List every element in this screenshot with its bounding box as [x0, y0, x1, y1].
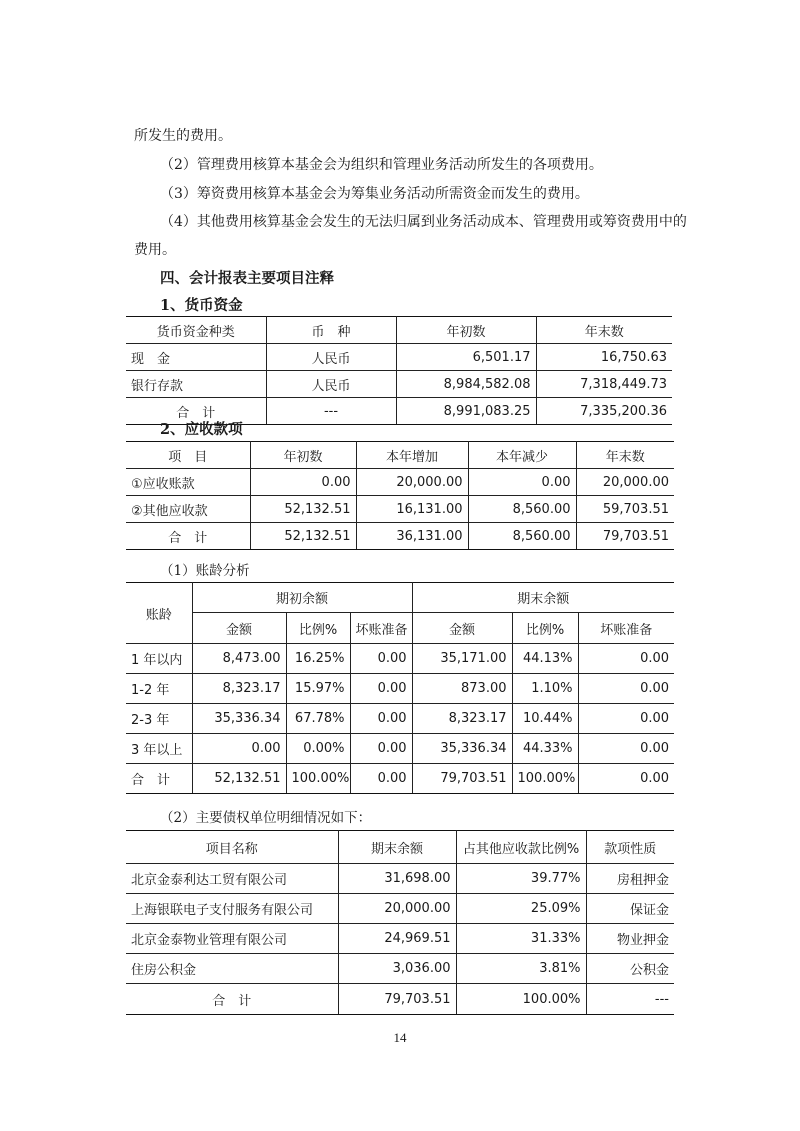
header-cell: 本年减少: [468, 442, 576, 469]
table-cell: 0.00: [578, 764, 674, 794]
table-cell: 0.00: [578, 674, 674, 704]
table-row: [126, 644, 674, 674]
table-cell: 79,703.51: [576, 523, 674, 550]
table-total-row: [126, 984, 674, 1015]
table-cell: 10.44%: [512, 704, 578, 734]
table-cell: 3.81%: [456, 954, 586, 984]
paragraph-2: （2）管理费用核算本基金会为组织和管理业务活动所发生的各项费用。: [160, 157, 603, 173]
header-cell: 坏账准备: [350, 613, 412, 644]
header-cell: 项目名称: [126, 831, 338, 864]
table-cell: 0.00: [350, 674, 412, 704]
table-cell: 6,501.17: [396, 344, 536, 371]
table-cell: 0.00: [578, 704, 674, 734]
table-cell: 8,473.00: [192, 644, 286, 674]
table-cell: 20,000.00: [356, 469, 468, 496]
table-cell: 44.33%: [512, 734, 578, 764]
header-cell: 金额: [192, 613, 286, 644]
table-cell: 100.00%: [456, 984, 586, 1015]
receivables-heading: 2、应收款项: [160, 421, 243, 438]
header-cell: 货币资金种类: [126, 317, 266, 344]
table-row: [126, 469, 674, 496]
aging-table: [126, 582, 674, 794]
table-cell: 52,132.51: [250, 496, 356, 523]
table-total-row: [126, 523, 674, 550]
table-cell: ---: [266, 398, 396, 425]
table-cell: 16.25%: [286, 644, 350, 674]
aging-label: （1）账龄分析: [160, 563, 250, 579]
paragraph-4b: 费用。: [134, 242, 176, 258]
header-cell: 年末数: [536, 317, 672, 344]
table-cell: 16,750.63: [536, 344, 672, 371]
table-cell: 0.00: [350, 764, 412, 794]
table-header-row: [126, 317, 672, 344]
header-cell: 坏账准备: [578, 613, 674, 644]
table-cell: 0.00: [578, 644, 674, 674]
table-cell: 上海银联电子支付服务有限公司: [126, 894, 338, 924]
paragraph-4a: （4）其他费用核算基金会发生的无法归属到业务活动成本、管理费用或筹资费用中的: [160, 214, 687, 230]
receivables-table: [126, 441, 674, 550]
header-cell: 比例%: [512, 613, 578, 644]
header-cell: 期末余额: [338, 831, 456, 864]
header-cell: 年初数: [396, 317, 536, 344]
table-cell: 100.00%: [512, 764, 578, 794]
table-cell: 79,703.51: [412, 764, 512, 794]
header-cell: 账龄: [126, 583, 192, 644]
table-cell: 7,335,200.36: [536, 398, 672, 425]
table-cell: 合 计: [126, 523, 250, 550]
table-cell: 人民币: [266, 371, 396, 398]
table-cell: 67.78%: [286, 704, 350, 734]
table-cell: 52,132.51: [192, 764, 286, 794]
table-cell: 31,698.00: [338, 864, 456, 894]
table-cell: 8,560.00: [468, 523, 576, 550]
table-row: [126, 704, 674, 734]
table-total-row: [126, 764, 674, 794]
table-cell: 现 金: [126, 344, 266, 371]
table-cell: 59,703.51: [576, 496, 674, 523]
header-cell: 金额: [412, 613, 512, 644]
table-cell: 保证金: [586, 894, 674, 924]
table-cell: 8,560.00: [468, 496, 576, 523]
table-cell: 44.13%: [512, 644, 578, 674]
table-cell: 合 计: [126, 398, 266, 425]
table-cell: 24,969.51: [338, 924, 456, 954]
cash-heading: 1、货币资金: [160, 297, 243, 314]
creditors-label: （2）主要债权单位明细情况如下：: [160, 810, 372, 826]
table-row: [126, 864, 674, 894]
table-cell: 8,323.17: [192, 674, 286, 704]
header-cell: 年初数: [250, 442, 356, 469]
table-cell: 住房公积金: [126, 954, 338, 984]
table-cell: 35,336.34: [412, 734, 512, 764]
table-cell: 0.00: [578, 734, 674, 764]
section-heading: 四、会计报表主要项目注释: [160, 270, 334, 287]
table-header-row: [126, 583, 674, 613]
table-row: [126, 496, 674, 523]
table-cell: 79,703.51: [338, 984, 456, 1015]
table-cell: 0.00%: [286, 734, 350, 764]
table-cell: 物业押金: [586, 924, 674, 954]
table-cell: 873.00: [412, 674, 512, 704]
table-cell: 0.00: [350, 704, 412, 734]
table-cell: 1 年以内: [126, 644, 192, 674]
table-row: [126, 371, 672, 398]
table-cell: 0.00: [468, 469, 576, 496]
table-row: [126, 954, 674, 984]
table-cell: 3 年以上: [126, 734, 192, 764]
cash-table: [126, 316, 672, 425]
table-cell: ②其他应收款: [126, 496, 250, 523]
table-cell: 8,984,582.08: [396, 371, 536, 398]
creditors-table: [126, 830, 674, 1015]
table-cell: 北京金泰利达工贸有限公司: [126, 864, 338, 894]
table-cell: 15.97%: [286, 674, 350, 704]
header-cell: 币 种: [266, 317, 396, 344]
table-cell: 银行存款: [126, 371, 266, 398]
table-cell: 16,131.00: [356, 496, 468, 523]
table-cell: 1-2 年: [126, 674, 192, 704]
page-number: 14: [393, 1030, 407, 1045]
header-cell: 年末数: [576, 442, 674, 469]
table-row: [126, 344, 672, 371]
table-row: [126, 674, 674, 704]
paragraph-3: （3）筹资费用核算本基金会为筹集业务活动所需资金而发生的费用。: [160, 186, 589, 202]
header-cell: 期末余额: [412, 583, 674, 613]
table-row: [126, 924, 674, 954]
table-row: [126, 734, 674, 764]
table-cell: 2-3 年: [126, 704, 192, 734]
table-row: [126, 894, 674, 924]
table-cell: 35,171.00: [412, 644, 512, 674]
table-cell: 北京金泰物业管理有限公司: [126, 924, 338, 954]
table-header-row: [126, 831, 674, 864]
table-cell: ①应收账款: [126, 469, 250, 496]
table-cell: 人民币: [266, 344, 396, 371]
table-cell: 房租押金: [586, 864, 674, 894]
table-cell: 1.10%: [512, 674, 578, 704]
header-cell: 项 目: [126, 442, 250, 469]
table-cell: 8,323.17: [412, 704, 512, 734]
table-cell: 35,336.34: [192, 704, 286, 734]
table-cell: 3,036.00: [338, 954, 456, 984]
table-cell: 0.00: [350, 644, 412, 674]
table-cell: 0.00: [350, 734, 412, 764]
header-cell: 比例%: [286, 613, 350, 644]
table-cell: 20,000.00: [576, 469, 674, 496]
paragraph-1: 所发生的费用。: [134, 128, 232, 144]
table-header-row: [126, 442, 674, 469]
header-cell: 款项性质: [586, 831, 674, 864]
table-cell: 39.77%: [456, 864, 586, 894]
table-cell: 公积金: [586, 954, 674, 984]
table-cell: 52,132.51: [250, 523, 356, 550]
header-cell: 期初余额: [192, 583, 412, 613]
table-cell: 合 计: [126, 984, 338, 1015]
table-cell: ---: [586, 984, 674, 1015]
header-cell: 本年增加: [356, 442, 468, 469]
table-cell: 25.09%: [456, 894, 586, 924]
table-subheader-row: [126, 613, 674, 644]
table-cell: 0.00: [192, 734, 286, 764]
table-cell: 31.33%: [456, 924, 586, 954]
table-cell: 100.00%: [286, 764, 350, 794]
table-cell: 8,991,083.25: [396, 398, 536, 425]
table-cell: 20,000.00: [338, 894, 456, 924]
table-cell: 合 计: [126, 764, 192, 794]
table-cell: 7,318,449.73: [536, 371, 672, 398]
table-cell: 36,131.00: [356, 523, 468, 550]
table-cell: 0.00: [250, 469, 356, 496]
header-cell: 占其他应收款比例%: [456, 831, 586, 864]
